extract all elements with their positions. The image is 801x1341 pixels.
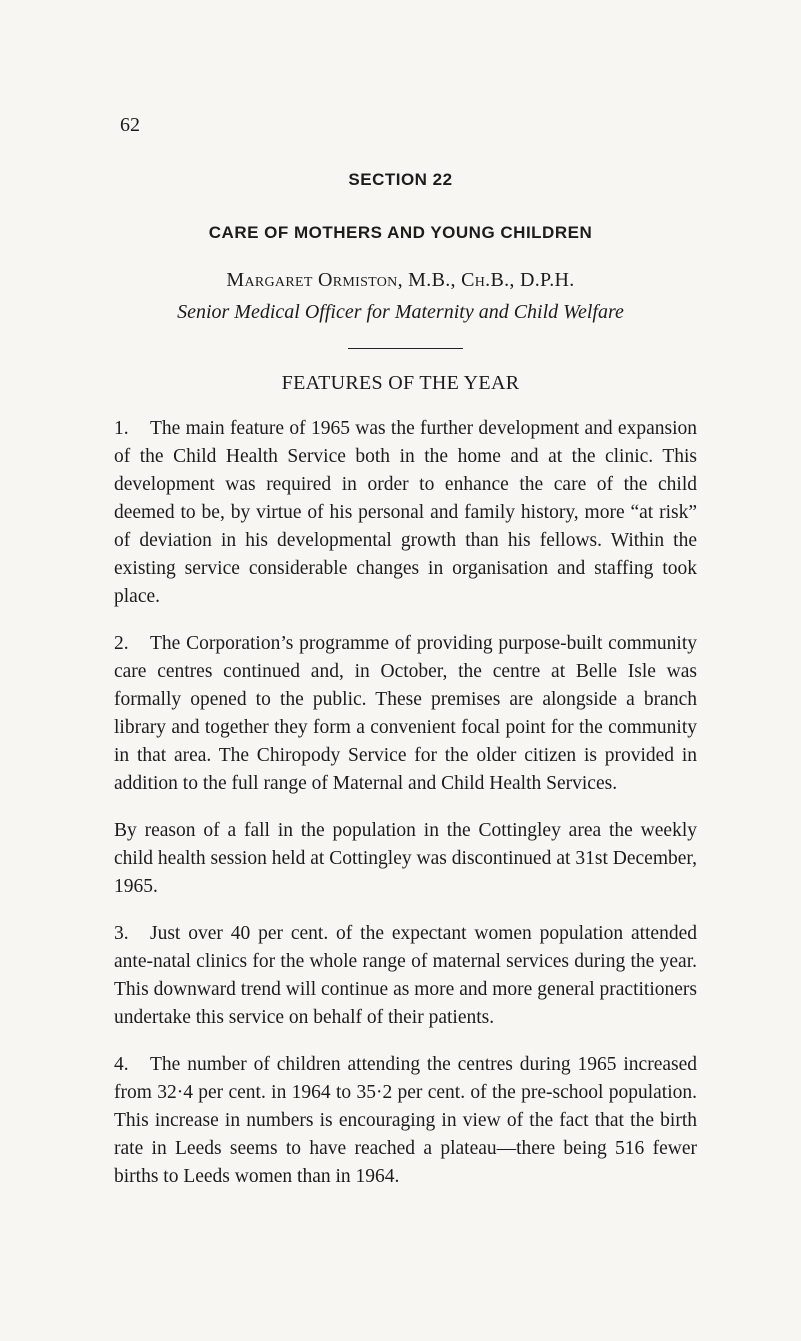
paragraph-2 (114, 630, 697, 798)
paragraph-text: The main feature of 1965 was the further development and expansion of the Child Health Service both in the home and at the clinic. This development was required in order to enhance the care of the child deemed to be, by virtue of his personal and family history, more “at risk” of deviation in his developmental growth than his fellows. Within the existing service considerable changes in organisation and staffing took place. (114, 418, 697, 607)
paragraph-2-continued (114, 817, 697, 901)
body-text (114, 415, 697, 1210)
author-role: Senior Medical Officer for Maternity and Child Welfare (177, 301, 624, 323)
paragraph-number: 4. (114, 1054, 129, 1075)
paragraph-number: 1. (114, 418, 129, 439)
paragraph-text: The Corporation’s programme of providing purpose-built community care centres continued and, in October, the centre at Belle Isle was formally opened to the public. These premises are alongside a branch library and together they form a convenient focal point for the community in that area. The Chiropody Service for the older citizen is provided in addition to the full range of Maternal and Child Health Services. (114, 633, 697, 794)
paragraph-text: Just over 40 per cent. of the expectant women population attended ante-natal clinics for the whole range of maternal services during the year. This downward trend will continue as more and more general practitioners undertake this service on behalf of their patients. (114, 923, 697, 1028)
page-number: 62 (120, 114, 140, 136)
section-label: SECTION 22 (348, 170, 453, 189)
paragraph-1 (114, 415, 697, 611)
paragraph-text: The number of children attending the centres during 1965 increased from 32·4 per cent. in 1964 to 35·2 per cent. of the pre-school population. This increase in numbers is encouraging in view of the fact that the birth rate in Leeds seems to have reached a plateau—there being 516 fewer births to Leeds women than in 1964. (114, 1054, 697, 1187)
paragraph-number: 2. (114, 633, 129, 654)
paragraph-number: 3. (114, 923, 129, 944)
paragraph-text: By reason of a fall in the population in the Cottingley area the weekly child health session held at Cottingley was discontinued at 31st December, 1965. (114, 820, 697, 897)
author-name: Margaret Ormiston, M.B., Ch.B., D.P.H. (226, 269, 575, 291)
paragraph-3 (114, 920, 697, 1032)
paragraph-4 (114, 1051, 697, 1191)
section-title: CARE OF MOTHERS AND YOUNG CHILDREN (208, 223, 593, 242)
divider (348, 348, 463, 349)
features-heading: FEATURES OF THE YEAR (281, 372, 520, 394)
